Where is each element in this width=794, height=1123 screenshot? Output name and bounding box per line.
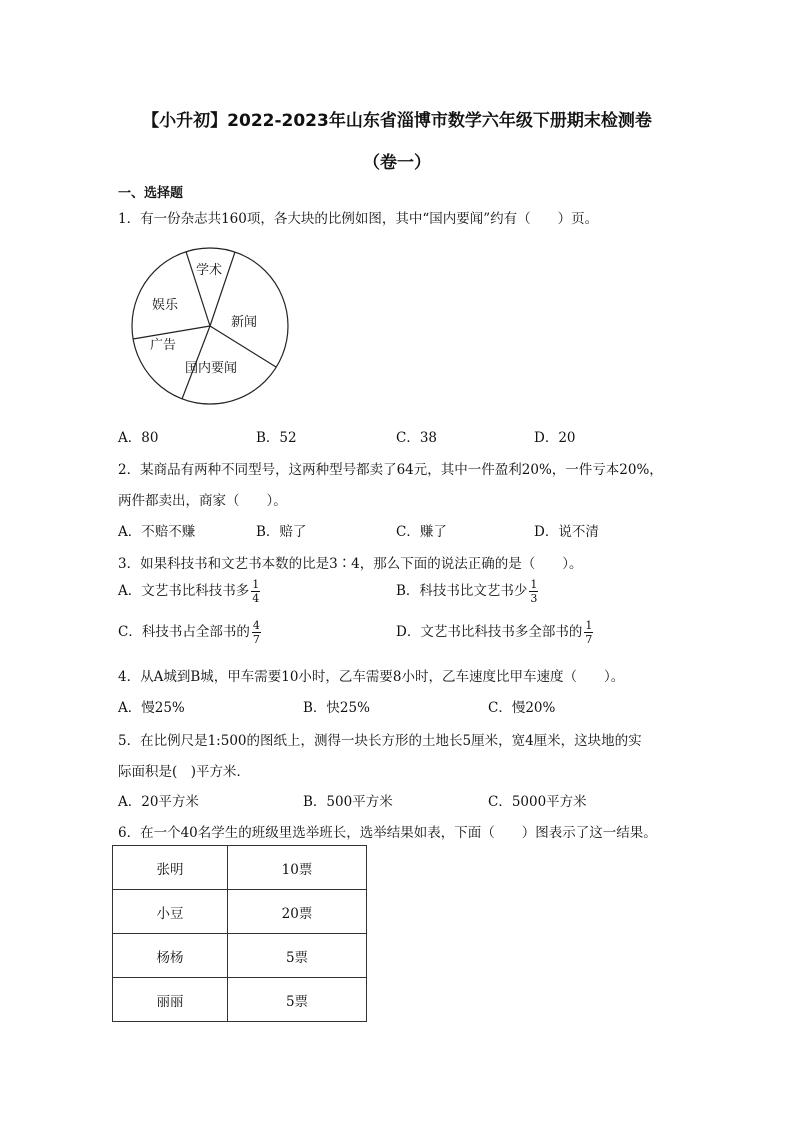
q4-option-a[interactable]: A．慢25%	[118, 700, 185, 716]
q1-option-b[interactable]: B．52	[256, 430, 297, 446]
question-4-text: 4．从A城到B城，甲车需要10小时，乙车需要8小时，乙车速度比甲车速度（ ）。	[118, 669, 625, 685]
q1-option-d[interactable]: D．20	[534, 430, 576, 446]
q4-option-c[interactable]: C．慢20%	[488, 700, 556, 716]
q1-pie-chart	[124, 246, 296, 410]
fraction-denominator: 3	[530, 592, 538, 605]
fraction-numerator: 1	[585, 619, 593, 632]
votes-table	[112, 845, 367, 1022]
q1-option-a[interactable]: A．80	[118, 430, 159, 446]
page-title: 【小升初】2022-2023年山东省淄博市数学六年级下册期末检测卷	[142, 111, 652, 131]
table-cell-name: 杨杨	[113, 934, 228, 978]
table-cell-votes: 5票	[228, 978, 367, 1022]
question-1-text: 1．有一份杂志共160项，各大块的比例如图，其中“国内要闻”约有（ ）页。	[118, 211, 599, 227]
fraction-denominator: 7	[252, 633, 260, 646]
page-subtitle: （卷一）	[363, 153, 431, 173]
q3-option-c-text: C．科技书占全部书的	[118, 624, 250, 640]
q3-option-d-text: D．文艺书比科技书多全部书的	[396, 624, 583, 640]
q3-option-c[interactable]	[118, 619, 261, 646]
table-row	[113, 934, 367, 978]
fraction	[584, 619, 593, 646]
question-2-text-line2: 两件都卖出，商家（ ）。	[118, 493, 287, 509]
question-3-text: 3．如果科技书和文艺书本数的比是3∶4，那么下面的说法正确的是（ ）。	[118, 556, 583, 572]
fraction	[251, 578, 260, 605]
question-6-text: 6．在一个40名学生的班级里选举班长，选举结果如表，下面（ ）图表示了这一结果。	[118, 825, 657, 841]
question-5-text-line2: 际面积是( )平方米．	[118, 764, 251, 780]
pie-label-xinwen: 新闻	[231, 315, 258, 330]
q5-option-b[interactable]: B．500平方米	[303, 794, 393, 810]
table-cell-votes: 10票	[228, 846, 367, 890]
table-cell-name: 丽丽	[113, 978, 228, 1022]
q3-option-b-text: B．科技书比文艺书少	[396, 583, 528, 599]
pie-label-yule: 娱乐	[152, 298, 179, 313]
table-row	[113, 978, 367, 1022]
fraction-denominator: 7	[585, 633, 593, 646]
q3-option-b[interactable]	[396, 578, 538, 605]
question-5-text-line1: 5．在比例尺是1:500的图纸上，测得一块长方形的土地长5厘米，宽4厘米，这块地的实	[118, 733, 642, 749]
q3-option-d[interactable]	[396, 619, 593, 646]
table-cell-votes: 5票	[228, 934, 367, 978]
fraction-numerator: 4	[252, 619, 260, 632]
q2-option-d[interactable]: D．说不清	[534, 524, 599, 540]
q1-option-c[interactable]: C．38	[396, 430, 438, 446]
q3-option-a[interactable]	[118, 578, 260, 605]
section-heading: 一、选择题	[118, 186, 184, 201]
q2-option-a[interactable]: A．不赔不赚	[118, 524, 196, 540]
q5-option-c[interactable]: C．5000平方米	[488, 794, 587, 810]
table-cell-name: 张明	[113, 846, 228, 890]
q3-option-a-text: A．文艺书比科技书多	[118, 583, 250, 599]
table-row	[113, 846, 367, 890]
pie-label-guanggao: 广告	[150, 338, 177, 353]
table-row	[113, 890, 367, 934]
q5-option-a[interactable]: A．20平方米	[118, 794, 199, 810]
table-cell-name: 小豆	[113, 890, 228, 934]
fraction	[252, 619, 261, 646]
question-2-text-line1: 2．某商品有两种不同型号，这两种型号都卖了64元，其中一件盈利20%，一件亏本20%，	[118, 462, 663, 478]
table-cell-votes: 20票	[228, 890, 367, 934]
fraction	[529, 578, 538, 605]
fraction-numerator: 1	[252, 578, 260, 591]
pie-label-guonei: 国内要闻	[185, 361, 238, 376]
q2-option-b[interactable]: B．赔了	[256, 524, 307, 540]
fraction-numerator: 1	[530, 578, 538, 591]
q4-option-b[interactable]: B．快25%	[303, 700, 370, 716]
pie-label-xueshu: 学术	[196, 263, 223, 278]
fraction-denominator: 4	[252, 592, 260, 605]
q2-option-c[interactable]: C．赚了	[396, 524, 447, 540]
